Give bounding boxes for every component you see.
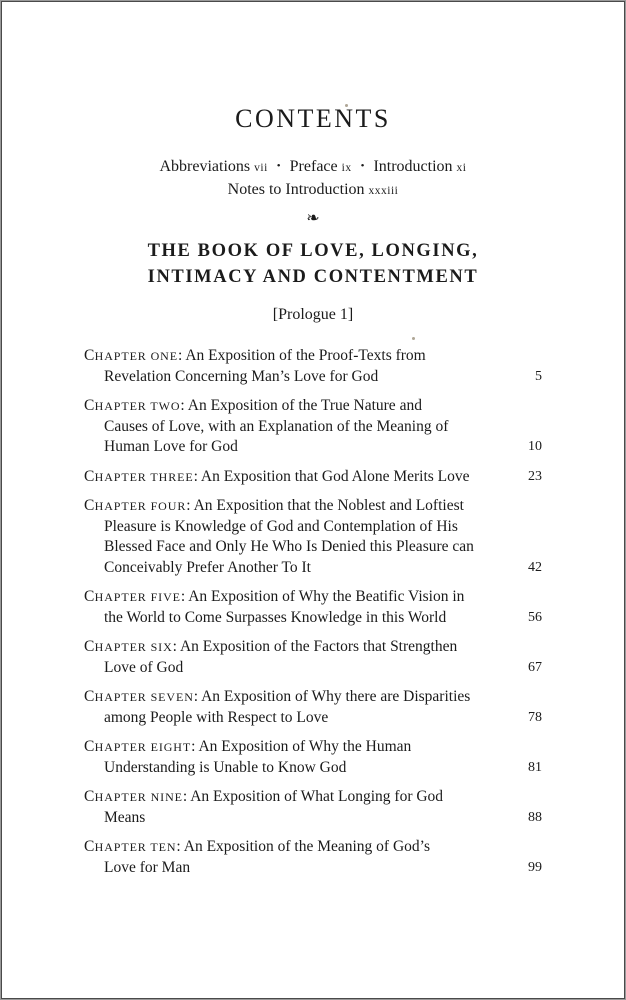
chapter-label-rest: HAPTER NINE (94, 790, 183, 804)
chapter-title-text: Love of God (104, 658, 184, 676)
toc-entry-first-line: CHAPTER THREE: An Exposition that God Alone Merits Love (84, 467, 470, 485)
chapter-title-text: Causes of Love, with an Explanation of the Meaning of (104, 417, 449, 435)
chapter-label-initial: C (84, 738, 95, 755)
toc-entry-first-line: CHAPTER FIVE: An Exposition of Why the Beatific Vision in (84, 588, 465, 605)
toc-entry-continuation-line (84, 417, 498, 438)
chapter-title-text: Pleasure is Knowledge of God and Contemplation of His (104, 517, 458, 535)
book-title (0, 238, 626, 290)
chapter-title-text: An Exposition of the True Nature and (187, 397, 422, 414)
chapter-title-text: An Exposition of What Longing for God (190, 788, 444, 805)
chapter-label-initial: C (84, 588, 95, 605)
chapter-label-rest: HAPTER THREE (94, 469, 194, 484)
chapter-title-text: An Exposition that God Alone Merits Love (200, 467, 470, 485)
bullet-separator: • (276, 160, 281, 172)
fleuron-ornament-icon: ❧ (306, 210, 320, 227)
chapter-label-initial: C (84, 688, 95, 705)
chapter-label-rest: HAPTER ONE (94, 349, 178, 363)
chapter-label (84, 640, 173, 654)
toc-entry-continuation-line (84, 517, 498, 538)
toc-entry (84, 787, 544, 828)
toc-entry-first-line: CHAPTER TWO: An Exposition of the True Nature and (84, 397, 422, 414)
toc-entry-first-line: CHAPTER SEVEN: An Exposition of Why there are Disparities (84, 688, 471, 705)
toc-entry-continuation-line (84, 708, 498, 729)
chapter-label-initial: C (84, 467, 95, 485)
chapter-label-initial: C (84, 397, 95, 414)
front-matter-introduction: Introduction xi (373, 158, 467, 175)
toc-entry-first-line: CHAPTER SIX: An Exposition of the Factors that Strengthen (84, 638, 458, 655)
toc-entry-continuation-line (84, 808, 498, 829)
toc-entry-continuation-line (84, 858, 498, 879)
chapter-label-initial: C (84, 347, 95, 364)
chapter-title-text: among People with Respect to Love (104, 708, 329, 726)
chapter-title-text: Conceivably Prefer Another To It (104, 558, 311, 576)
chapter-label-rest: HAPTER FIVE (94, 590, 181, 604)
page-number: 56 (528, 609, 542, 625)
book-title-line-1: THE BOOK OF LOVE, LONGING, (147, 241, 479, 261)
toc-entry (84, 837, 544, 878)
toc-entry-continuation-line (84, 658, 498, 679)
toc-entry (84, 396, 544, 458)
chapter-label-rest: HAPTER TWO (94, 399, 181, 413)
toc-entry-continuation-line (84, 758, 498, 779)
toc-entry (84, 687, 544, 728)
chapter-title-text: An Exposition of Why there are Disparities (201, 688, 471, 705)
toc-entry-continuation-line (84, 537, 498, 558)
toc-entry-first-line: CHAPTER FOUR: An Exposition that the Noblest and Loftiest (84, 497, 464, 514)
table-of-contents (84, 346, 544, 887)
book-title-line-2: INTIMACY AND CONTENTMENT (147, 267, 479, 287)
prologue-entry: [Prologue 1] (272, 306, 354, 323)
page-number: 99 (528, 859, 542, 875)
chapter-title-text: An Exposition of the Meaning of God’s (183, 838, 431, 855)
chapter-title-text: An Exposition that the Noblest and Loftiest (193, 497, 464, 514)
chapter-label (84, 499, 186, 513)
toc-entry (84, 587, 544, 628)
chapter-label-rest: HAPTER FOUR (94, 499, 187, 513)
chapter-title-text: Understanding is Unable to Know God (104, 758, 347, 776)
front-matter-line-2: Notes to Introduction xxxiii (227, 181, 399, 198)
chapter-label (84, 790, 183, 804)
toc-entry (84, 637, 544, 678)
chapter-label-rest: HAPTER SIX (94, 640, 173, 654)
front-matter-preface: Preface ix (289, 158, 352, 175)
chapter-title-text: the World to Come Surpasses Knowledge in this World (104, 608, 447, 626)
toc-entry (84, 737, 544, 778)
toc-entry (84, 496, 544, 578)
toc-entry-first-line: CHAPTER TEN: An Exposition of the Meaning of God’s (84, 838, 431, 855)
chapter-title-text: Human Love for God (104, 438, 238, 455)
chapter-label (84, 349, 178, 363)
chapter-title-text: An Exposition of the Factors that Strengthen (179, 638, 458, 655)
toc-entry (84, 346, 544, 387)
toc-entry-first-line: CHAPTER ONE: An Exposition of the Proof-Texts from (84, 347, 426, 364)
page-number: 78 (528, 709, 542, 725)
front-matter (0, 155, 626, 202)
chapter-label (84, 590, 181, 604)
chapter-label (84, 690, 194, 704)
toc-entry (84, 467, 544, 488)
chapter-label (84, 840, 176, 854)
front-matter-line-1 (0, 155, 626, 179)
chapter-label-initial: C (84, 838, 95, 855)
chapter-label (84, 740, 191, 754)
toc-entry-continuation-line (84, 558, 498, 579)
toc-entry-first-line: CHAPTER EIGHT: An Exposition of Why the Human (84, 738, 412, 755)
chapter-title-text: An Exposition of the Proof-Texts from (185, 347, 426, 364)
chapter-label-rest: HAPTER SEVEN (94, 690, 194, 704)
chapter-label-initial: C (84, 788, 95, 805)
chapter-title-text: Blessed Face and Only He Who Is Denied this Pleasure can (104, 538, 474, 555)
chapter-label (84, 467, 194, 485)
chapter-title-text: Revelation Concerning Man’s Love for God (104, 367, 379, 385)
toc-entry-continuation-line (84, 608, 498, 629)
chapter-label-rest: HAPTER TEN (94, 840, 177, 854)
page-number: 67 (528, 659, 542, 675)
chapter-title-text: An Exposition of Why the Beatific Vision in (188, 588, 465, 605)
chapter-title-text: An Exposition of Why the Human (198, 738, 412, 755)
chapter-label-rest: HAPTER EIGHT (94, 740, 192, 754)
page-number: 81 (528, 759, 542, 775)
chapter-title-text: Love for Man (104, 858, 191, 876)
page-number: 10 (528, 439, 542, 454)
chapter-label (84, 399, 180, 413)
toc-entry-continuation-line (84, 437, 498, 458)
page-number: 23 (528, 468, 542, 484)
chapter-label-initial: C (84, 497, 95, 514)
toc-entry-continuation-line (84, 367, 498, 388)
page-title: CONTENTS (235, 104, 391, 133)
chapter-label-initial: C (84, 638, 95, 655)
paper-speck (412, 337, 415, 340)
page-number: 5 (535, 368, 542, 384)
page-number: 42 (528, 559, 542, 575)
bullet-separator: • (360, 160, 365, 172)
chapter-title-text: Means (104, 808, 146, 826)
front-matter-abbreviations: Abbreviations vii (159, 158, 268, 175)
toc-entry-first-line: CHAPTER NINE: An Exposition of What Longing for God (84, 788, 444, 805)
page-number: 88 (528, 809, 542, 825)
